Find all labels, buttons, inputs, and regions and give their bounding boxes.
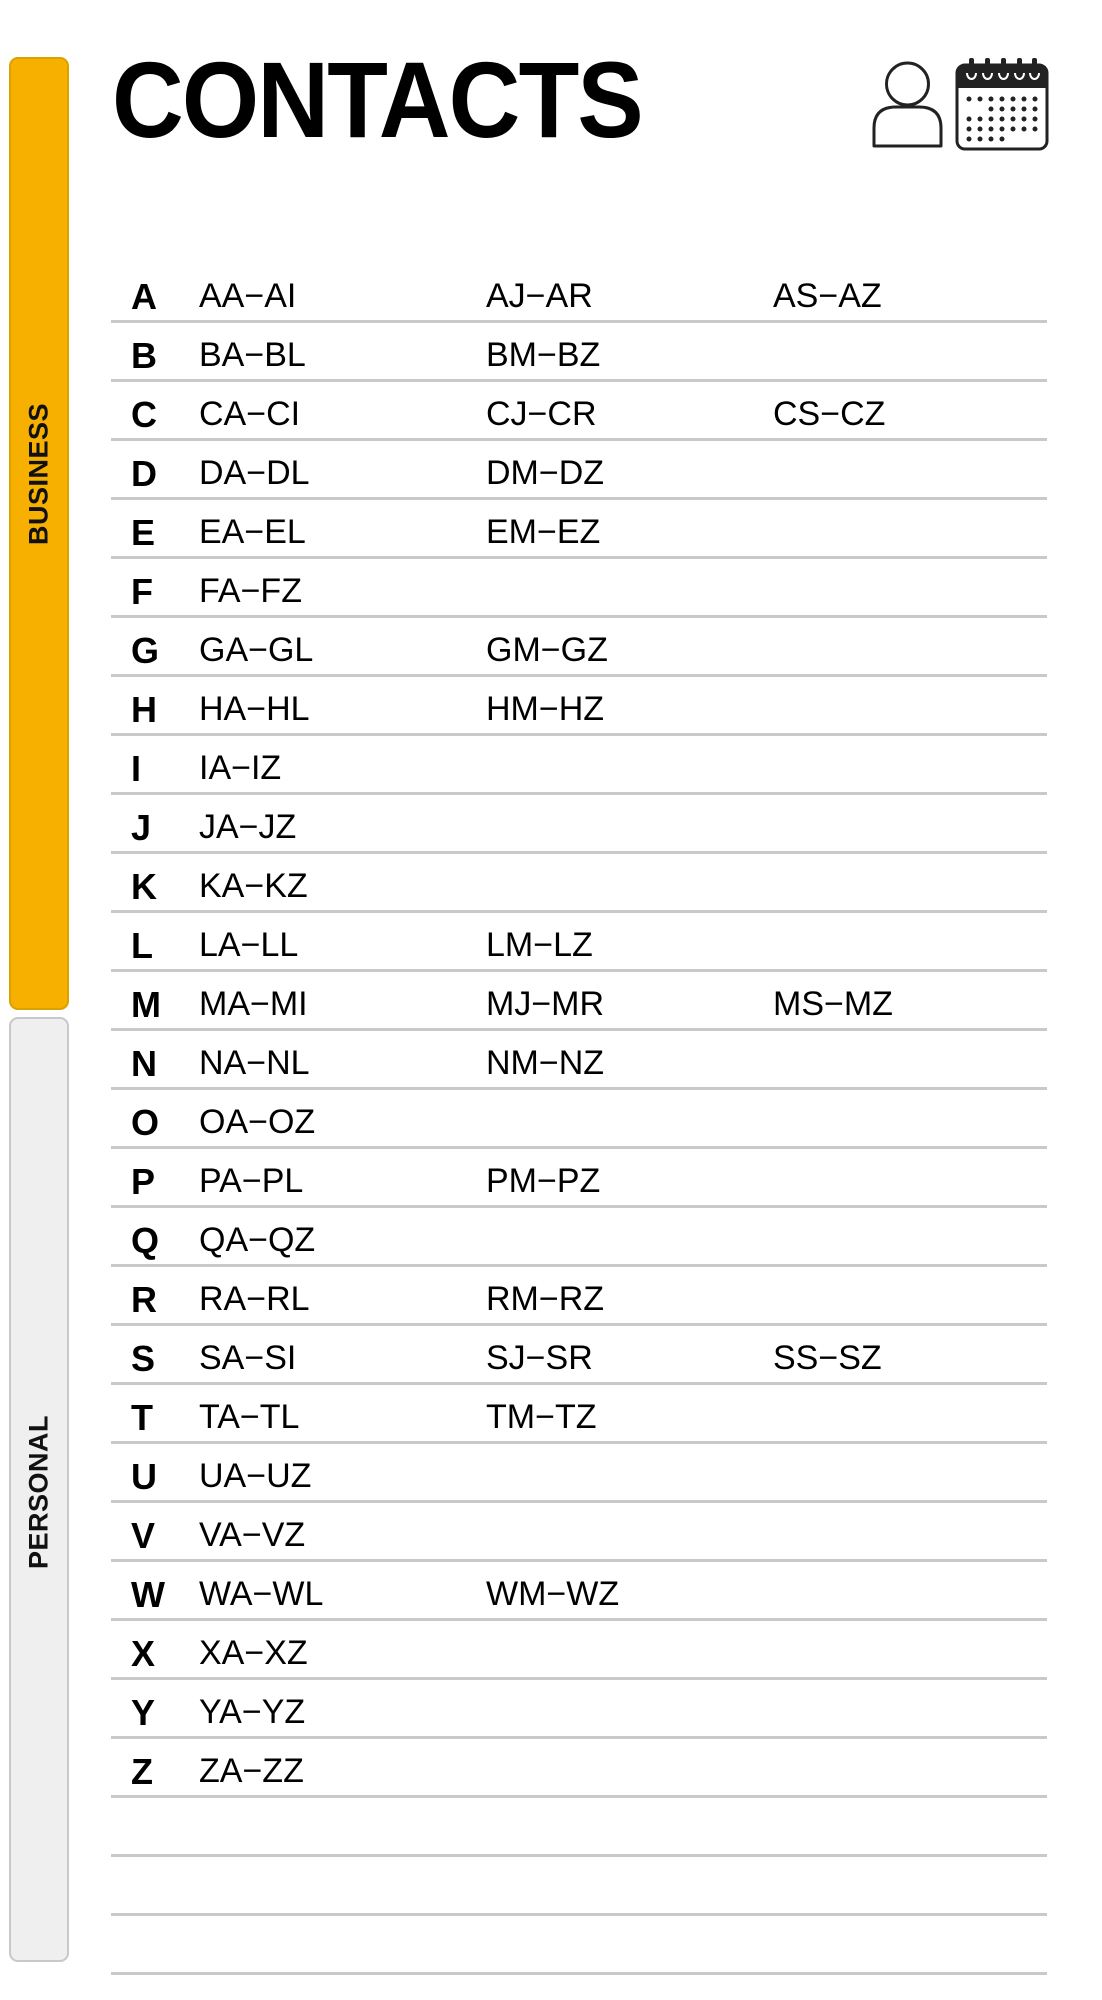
index-letter[interactable]: Z bbox=[131, 1751, 153, 1792]
index-letter[interactable]: M bbox=[131, 984, 161, 1025]
blank-row bbox=[111, 1857, 1047, 1916]
range-link[interactable]: IA−IZ bbox=[199, 749, 282, 787]
range-link[interactable]: AA−AI bbox=[199, 277, 297, 315]
person-icon[interactable] bbox=[870, 58, 945, 150]
range-link[interactable]: CA−CI bbox=[199, 395, 301, 433]
tab-personal-label: PERSONAL bbox=[23, 1414, 54, 1570]
index-letter[interactable]: B bbox=[131, 335, 157, 376]
range-link[interactable]: DM−DZ bbox=[486, 454, 605, 492]
index-row-c bbox=[111, 382, 1047, 441]
index-letter[interactable]: W bbox=[131, 1574, 165, 1615]
index-letter[interactable]: X bbox=[131, 1633, 156, 1674]
range-link[interactable]: LM−LZ bbox=[486, 926, 593, 964]
tab-personal[interactable] bbox=[9, 1017, 69, 1962]
index-letter[interactable]: J bbox=[131, 807, 152, 848]
page-title: CONTACTS bbox=[112, 39, 642, 160]
range-link[interactable]: LA−LL bbox=[199, 926, 299, 964]
index-letter[interactable]: A bbox=[131, 276, 157, 317]
range-link[interactable]: MS−MZ bbox=[773, 985, 893, 1023]
range-link[interactable]: GA−GL bbox=[199, 631, 314, 669]
index-row-w bbox=[111, 1562, 1047, 1621]
range-link[interactable]: SA−SI bbox=[199, 1339, 297, 1377]
range-link[interactable]: TM−TZ bbox=[486, 1398, 597, 1436]
tab-business[interactable] bbox=[9, 57, 69, 1010]
range-link[interactable]: TA−TL bbox=[199, 1398, 300, 1436]
index-row-d bbox=[111, 441, 1047, 500]
range-link[interactable]: DA−DL bbox=[199, 454, 310, 492]
index-letter[interactable]: P bbox=[131, 1161, 156, 1202]
index-row-t bbox=[111, 1385, 1047, 1444]
index-row-s bbox=[111, 1326, 1047, 1385]
contacts-index bbox=[111, 264, 1047, 1975]
index-row-o bbox=[111, 1090, 1047, 1149]
range-link[interactable]: HA−HL bbox=[199, 690, 310, 728]
index-row-y bbox=[111, 1680, 1047, 1739]
index-row-m bbox=[111, 972, 1047, 1031]
range-link[interactable]: UA−UZ bbox=[199, 1457, 312, 1495]
index-row-l bbox=[111, 913, 1047, 972]
range-link[interactable]: OA−OZ bbox=[199, 1103, 316, 1141]
index-letter[interactable]: L bbox=[131, 925, 153, 966]
range-link[interactable]: PM−PZ bbox=[486, 1162, 601, 1200]
range-link[interactable]: GM−GZ bbox=[486, 631, 608, 669]
index-letter[interactable]: S bbox=[131, 1338, 156, 1379]
range-link[interactable]: HM−HZ bbox=[486, 690, 605, 728]
index-letter[interactable]: I bbox=[131, 748, 142, 789]
range-link[interactable]: BM−BZ bbox=[486, 336, 601, 374]
range-link[interactable]: EA−EL bbox=[199, 513, 306, 551]
index-row-g bbox=[111, 618, 1047, 677]
range-link[interactable]: AJ−AR bbox=[486, 277, 593, 315]
range-link[interactable]: KA−KZ bbox=[199, 867, 308, 905]
index-letter[interactable]: T bbox=[131, 1397, 153, 1438]
tab-business-label: BUSINESS bbox=[23, 402, 54, 546]
range-link[interactable]: RA−RL bbox=[199, 1280, 310, 1318]
index-letter[interactable]: E bbox=[131, 512, 156, 553]
range-link[interactable]: WA−WL bbox=[199, 1575, 324, 1613]
range-link[interactable]: JA−JZ bbox=[199, 808, 297, 846]
index-letter[interactable]: Q bbox=[131, 1220, 160, 1261]
range-link[interactable]: QA−QZ bbox=[199, 1221, 316, 1259]
range-link[interactable]: CJ−CR bbox=[486, 395, 597, 433]
range-link[interactable]: EM−EZ bbox=[486, 513, 601, 551]
index-letter[interactable]: U bbox=[131, 1456, 157, 1497]
index-letter[interactable]: D bbox=[131, 453, 157, 494]
range-link[interactable]: FA−FZ bbox=[199, 572, 302, 610]
range-link[interactable]: SS−SZ bbox=[773, 1339, 882, 1377]
index-row-h bbox=[111, 677, 1047, 736]
index-row-q bbox=[111, 1208, 1047, 1267]
index-row-n bbox=[111, 1031, 1047, 1090]
index-letter[interactable]: G bbox=[131, 630, 160, 671]
index-row-e bbox=[111, 500, 1047, 559]
index-row-u bbox=[111, 1444, 1047, 1503]
index-letter[interactable]: F bbox=[131, 571, 153, 612]
index-letter[interactable]: R bbox=[131, 1279, 157, 1320]
index-row-v bbox=[111, 1503, 1047, 1562]
range-link[interactable]: VA−VZ bbox=[199, 1516, 306, 1554]
index-row-i bbox=[111, 736, 1047, 795]
index-letter[interactable]: K bbox=[131, 866, 157, 907]
range-link[interactable]: WM−WZ bbox=[486, 1575, 620, 1613]
index-row-f bbox=[111, 559, 1047, 618]
range-link[interactable]: ZA−ZZ bbox=[199, 1752, 304, 1790]
index-letter[interactable]: V bbox=[131, 1515, 156, 1556]
index-row-p bbox=[111, 1149, 1047, 1208]
range-link[interactable]: NA−NL bbox=[199, 1044, 310, 1082]
index-row-z bbox=[111, 1739, 1047, 1798]
blank-row bbox=[111, 1798, 1047, 1857]
calendar-icon[interactable] bbox=[955, 56, 1049, 152]
index-row-j bbox=[111, 795, 1047, 854]
range-link[interactable]: YA−YZ bbox=[199, 1693, 306, 1731]
range-link[interactable]: XA−XZ bbox=[199, 1634, 308, 1672]
index-row-r bbox=[111, 1267, 1047, 1326]
range-link[interactable]: MJ−MR bbox=[486, 985, 605, 1023]
index-letter[interactable]: N bbox=[131, 1043, 157, 1084]
range-link[interactable]: AS−AZ bbox=[773, 277, 882, 315]
range-link[interactable]: SJ−SR bbox=[486, 1339, 593, 1377]
index-row-k bbox=[111, 854, 1047, 913]
index-row-b bbox=[111, 323, 1047, 382]
index-letter[interactable]: C bbox=[131, 394, 157, 435]
blank-row bbox=[111, 1916, 1047, 1975]
index-letter[interactable]: H bbox=[131, 689, 157, 730]
index-letter[interactable]: Y bbox=[131, 1692, 156, 1733]
index-row-x bbox=[111, 1621, 1047, 1680]
range-link[interactable]: RM−RZ bbox=[486, 1280, 605, 1318]
index-letter[interactable]: O bbox=[131, 1102, 160, 1143]
index-row-a bbox=[111, 264, 1047, 323]
range-link[interactable]: CS−CZ bbox=[773, 395, 886, 433]
range-link[interactable]: MA−MI bbox=[199, 985, 308, 1023]
range-link[interactable]: PA−PL bbox=[199, 1162, 304, 1200]
range-link[interactable]: BA−BL bbox=[199, 336, 306, 374]
range-link[interactable]: NM−NZ bbox=[486, 1044, 605, 1082]
